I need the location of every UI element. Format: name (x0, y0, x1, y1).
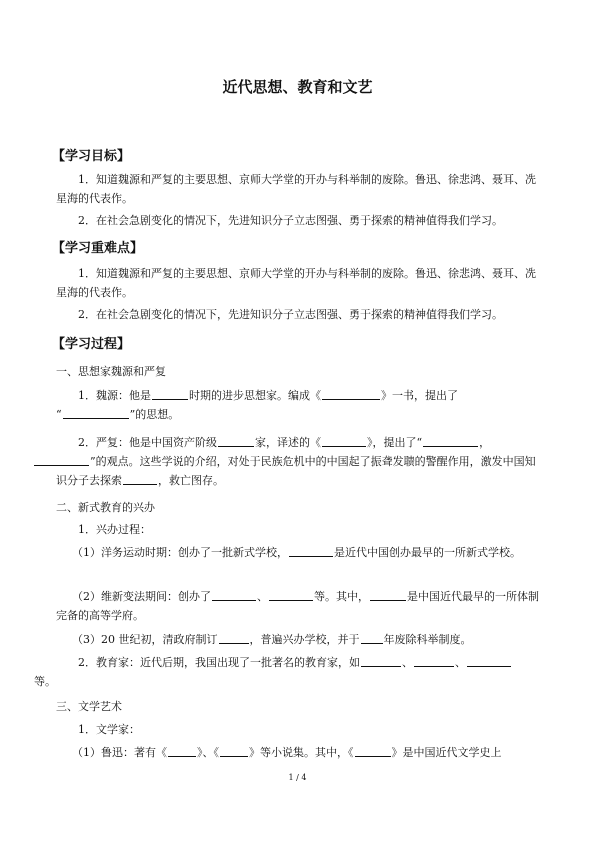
blank[interactable] (220, 745, 248, 757)
blank[interactable] (423, 435, 478, 447)
blank[interactable] (361, 655, 401, 667)
blank[interactable] (34, 454, 89, 466)
text: ”的观点。这些学说的介绍，对处于民族危机中的中国起了振聋发聩的警醒作用，激发中国知识分子去探索 (56, 455, 536, 487)
edu-item-2 (56, 587, 542, 625)
blank[interactable] (355, 745, 391, 757)
keypoints-paragraph-2: 2．在社会急剧变化的情况下，先进知识分子立志图强、勇于探索的精神值得我们学习。 (78, 308, 503, 321)
text: 家，译述的《 (255, 436, 321, 449)
text: ， (479, 436, 491, 449)
text: 、 (455, 656, 466, 669)
text: 、 (402, 656, 413, 669)
section-heading-keypoints: 【学习重难点】 (52, 241, 144, 256)
blank[interactable] (370, 589, 406, 601)
text: 》等小说集。其中，《 (249, 746, 354, 759)
text: 时期的进步思想家。编成《 (189, 389, 321, 402)
text: 2．严复：他是中国资产阶级 (78, 436, 217, 449)
blank[interactable] (322, 388, 380, 400)
text: ，普遍兴办学校，并于 (249, 633, 360, 646)
blank[interactable] (152, 388, 188, 400)
page-title: 近代思想、教育和文艺 (222, 78, 373, 96)
text: 等。其中， (314, 590, 369, 603)
yanfu-item (56, 433, 542, 490)
blank[interactable] (212, 589, 256, 601)
text: 1．魏源：他是 (78, 389, 151, 402)
part3-heading: 三、文学艺术 (56, 700, 122, 713)
text: ”的思想。 (129, 408, 180, 421)
edu-item-1 (56, 543, 542, 562)
text: ，救亡图存。 (158, 474, 224, 487)
blank[interactable] (123, 473, 157, 485)
luxun-item (56, 743, 542, 762)
section-heading-process: 【学习过程】 (52, 337, 131, 352)
text: （2）维新变法期间：创办了 (72, 590, 211, 603)
writers-label: 1．文学家： (78, 723, 140, 736)
weiyuan-item (56, 386, 542, 424)
blank[interactable] (168, 745, 196, 757)
section-heading-goals: 【学习目标】 (52, 149, 131, 164)
blank[interactable] (219, 632, 249, 644)
text: 》，提出了“ (367, 436, 423, 449)
blank[interactable] (289, 545, 333, 557)
blank[interactable] (414, 655, 454, 667)
blank[interactable] (322, 435, 366, 447)
blank[interactable] (269, 589, 313, 601)
part1-heading: 一、思想家魏源和严复 (56, 365, 166, 378)
goals-paragraph-1: 1．知道魏源和严复的主要思想、京师大学堂的开办与科举制的废除。鲁迅、徐悲鸿、聂耳、冼星海的代表作。 (56, 173, 536, 205)
text: 、 (257, 590, 268, 603)
edu-item-3 (56, 630, 542, 649)
text: 》是中国近代文学史上 (391, 746, 502, 759)
part2-heading: 二、新式教育的兴办 (56, 501, 155, 514)
text: （1）鲁迅：著有《 (72, 746, 167, 759)
edu-process-label: 1．兴办过程： (78, 523, 151, 536)
text: （1）洋务运动时期：创办了一批新式学校， (72, 546, 288, 559)
text: （3）20 世纪初，清政府制订 (72, 633, 218, 646)
blank[interactable] (63, 407, 129, 419)
text: 》、《 (197, 746, 219, 759)
keypoints-paragraph-1: 1．知道魏源和严复的主要思想、京师大学堂的开办与科举制的废除。鲁迅、徐悲鸿、聂耳、冼星海的代表作。 (56, 267, 536, 299)
text: 2．教育家：近代后期，我国出现了一批著名的教育家，如 (78, 656, 360, 669)
blank[interactable] (361, 632, 383, 644)
text: “ (56, 408, 62, 421)
text: 》一书，提出了 (381, 389, 458, 402)
text: 是近代中国创办最早的一所新式学校。 (334, 546, 521, 559)
text: 等。 (34, 675, 56, 688)
text: 年废除科举制度。 (383, 633, 472, 646)
blank[interactable] (218, 435, 254, 447)
goals-paragraph-2: 2．在社会急剧变化的情况下，先进知识分子立志图强、勇于探索的精神值得我们学习。 (78, 214, 503, 227)
text: 是中国近代最早的一所体制完备的高等学府。 (56, 590, 539, 622)
educators-item (34, 653, 542, 691)
blank[interactable] (467, 655, 511, 667)
page-number: 1 / 4 (288, 773, 307, 782)
